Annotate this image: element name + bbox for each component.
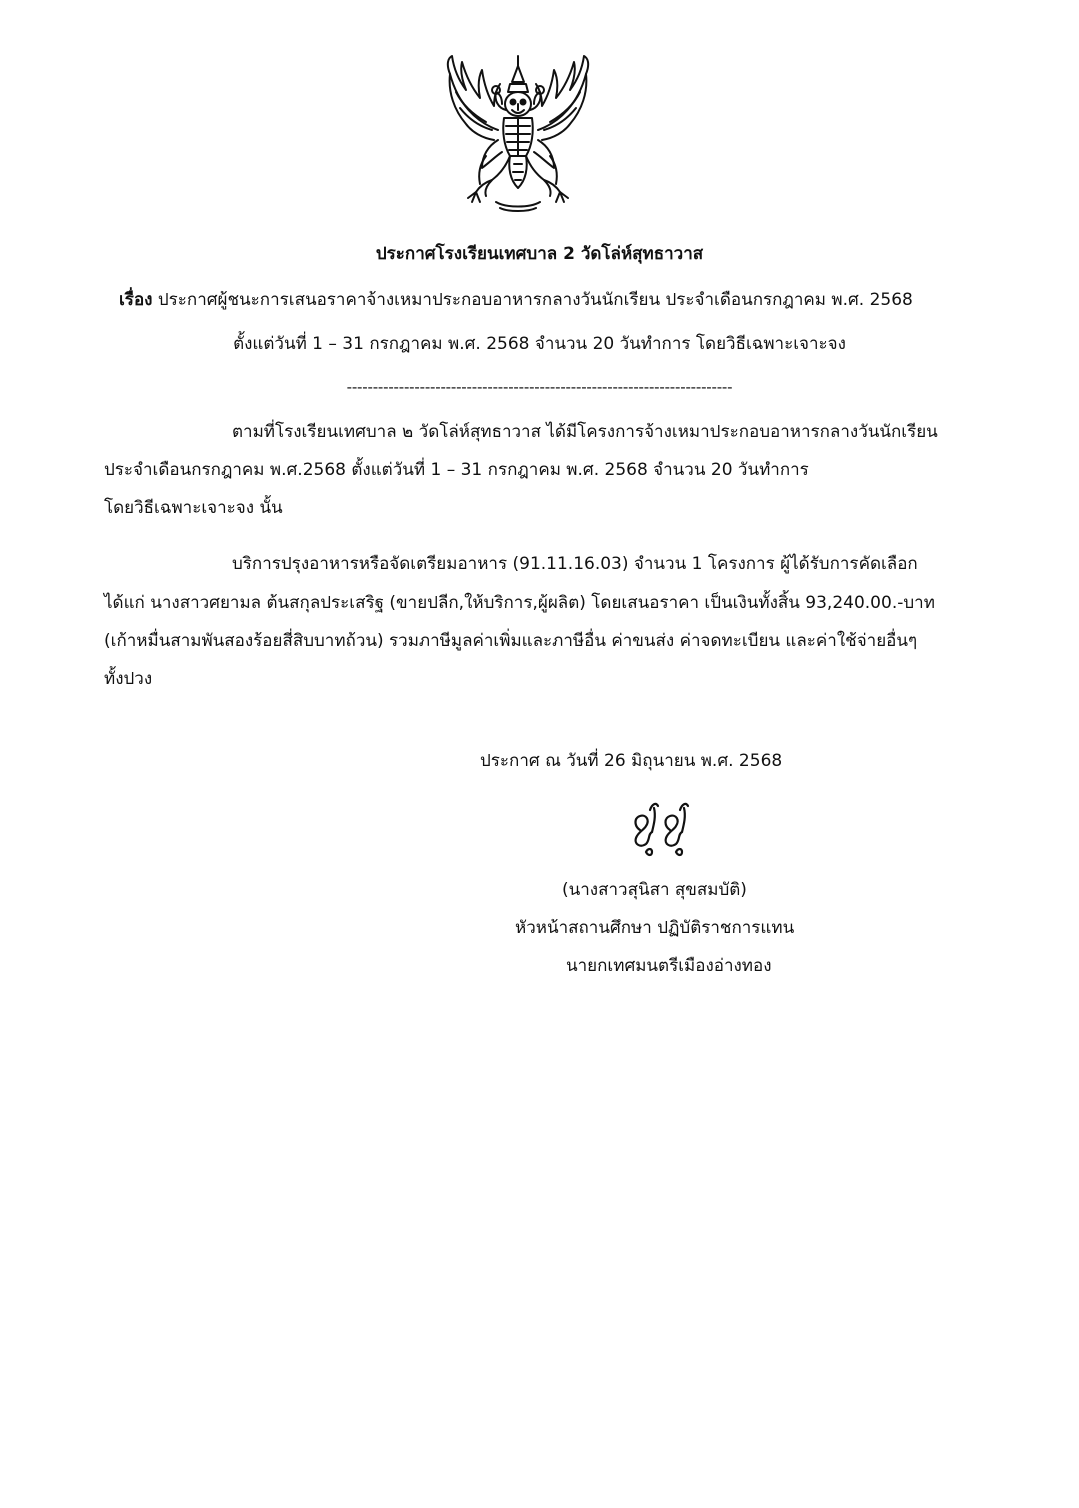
signatory-name: (นางสาวสุนิสา สุขสมบัติ) <box>562 880 747 900</box>
signatory-position-1: หัวหน้าสถานศึกษา ปฏิบัติราชการแทน <box>515 918 795 938</box>
subject-line-2: ตั้งแต่วันที่ 1 – 31 กรกฎาคม พ.ศ. 2568 จำนวน 20 วันทำการ โดยวิธีเฉพาะเจาะจง <box>233 334 846 354</box>
subject-line-1 <box>119 289 913 311</box>
paragraph-2-line-3: (เก้าหมื่นสามพันสองร้อยสี่สิบบาทถ้วน) รวมภาษีมูลค่าเพิ่มและภาษีอื่น ค่าขนส่ง ค่าจดทะเบียน และค่าใช้จ่ายอื่นๆ <box>104 631 918 651</box>
paragraph-2-line-4: ทั้งปวง <box>104 669 153 689</box>
paragraph-2-line-1: บริการปรุงอาหารหรือจัดเตรียมอาหาร (91.11.16.03) จำนวน 1 โครงการ ผู้ได้รับการคัดเลือก <box>232 554 918 574</box>
subject-text: ประกาศผู้ชนะการเสนอราคาจ้างเหมาประกอบอาหารกลางวันนักเรียน ประจำเดือนกรกฎาคม พ.ศ. 2568 <box>152 290 913 310</box>
signatory-position-2: นายกเทศมนตรีเมืองอ่างทอง <box>566 956 772 976</box>
paragraph-1-line-2: ประจำเดือนกรกฎาคม พ.ศ.2568 ตั้งแต่วันที่ 1 – 31 กรกฎาคม พ.ศ. 2568 จำนวน 20 วันทำการ <box>104 460 809 480</box>
paragraph-1-line-3: โดยวิธีเฉพาะเจาะจง นั้น <box>104 498 283 518</box>
page-title: ประกาศโรงเรียนเทศบาล 2 วัดโล่ห์สุทธาวาส <box>375 244 704 264</box>
paragraph-1-line-1: ตามที่โรงเรียนเทศบาล ๒ วัดโล่ห์สุทธาวาส ได้มีโครงการจ้างเหมาประกอบอาหารกลางวันนักเรียน <box>232 422 938 442</box>
subject-label: เรื่อง <box>119 290 153 310</box>
divider: -------------------------------------------------------------------------- <box>346 378 733 396</box>
paragraph-2-line-2: ได้แก่ นางสาวศยามล ต้นสกุลประเสริฐ (ขายปลีก,ให้บริการ,ผู้ผลิต) โดยเสนอราคา เป็นเงินทั้งสิ้น 93,240.00.-บาท <box>104 593 935 613</box>
signature-icon <box>626 796 702 862</box>
garuda-emblem-icon <box>436 52 600 214</box>
announce-date: ประกาศ ณ วันที่ 26 มิถุนายน พ.ศ. 2568 <box>480 751 783 771</box>
